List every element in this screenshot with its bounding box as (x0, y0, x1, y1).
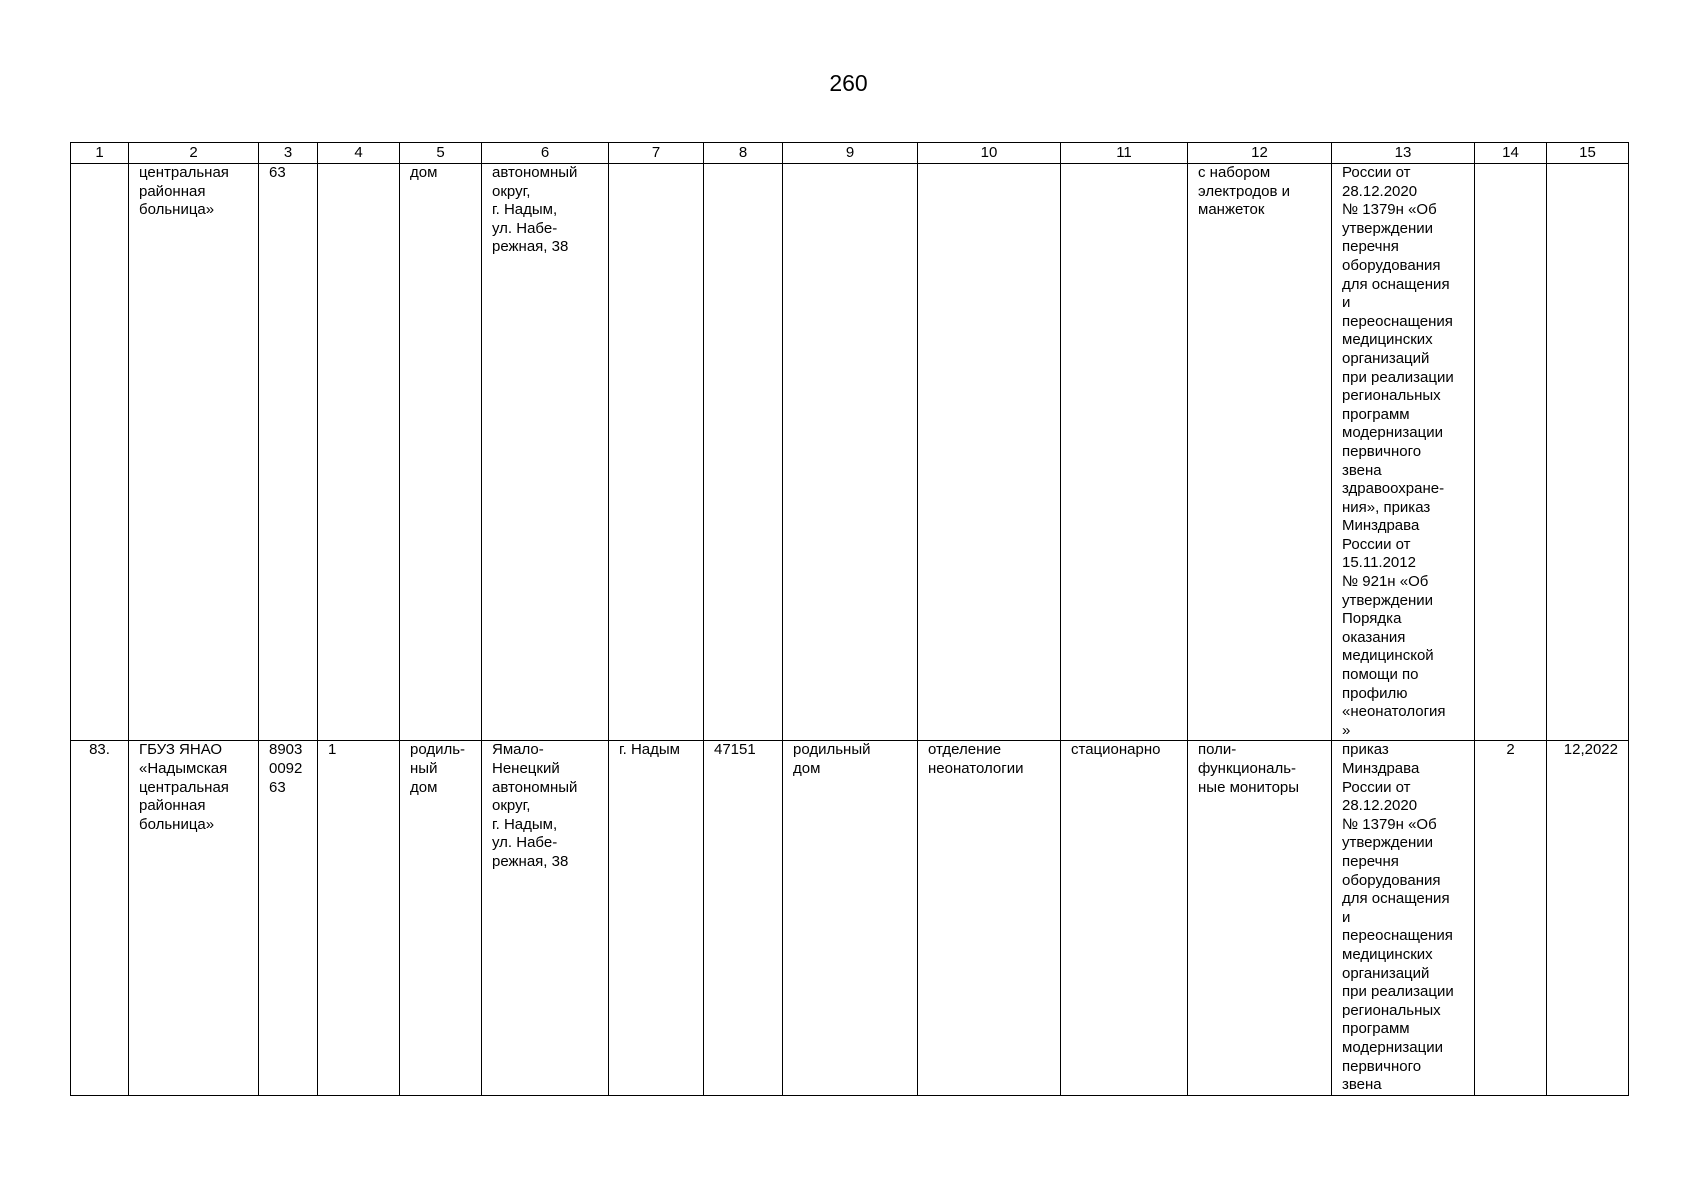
cell-col4: 1 (318, 741, 400, 1095)
cell-col4 (318, 164, 400, 741)
column-header: 9 (783, 143, 918, 164)
cell-legal-basis: России от 28.12.2020 № 1379н «Об утверждении перечня оборудования для оснащения и переоснащения медицинских организаций при реализации региональных программ модернизации первичного звена здравоохране- ния», приказ Минздрава России от 15.11.2012 № 921н «Об утверждении Порядка оказания медицинской помощи по профилю «неонатология » (1332, 164, 1475, 741)
cell-locality (609, 164, 704, 741)
cell-equipment: поли- функциональ- ные мониторы (1188, 741, 1332, 1095)
page-number: 260 (829, 70, 868, 96)
cell-quantity (1475, 164, 1547, 741)
cell-department (918, 164, 1061, 741)
cell-facility-type: дом (400, 164, 482, 741)
column-header: 10 (918, 143, 1061, 164)
column-header: 6 (482, 143, 609, 164)
cell-address: автономный округ, г. Надым, ул. Набе- режная, 38 (482, 164, 609, 741)
cell-date (1547, 164, 1629, 741)
column-header: 14 (1475, 143, 1547, 164)
cell-facility-type: родиль- ный дом (400, 741, 482, 1095)
cell-inn: 63 (259, 164, 318, 741)
column-header: 7 (609, 143, 704, 164)
column-header: 4 (318, 143, 400, 164)
equipment-table (70, 142, 1629, 1096)
cell-unit (783, 164, 918, 741)
cell-date: 12,2022 (1547, 741, 1629, 1095)
cell-unit: родильный дом (783, 741, 918, 1095)
column-header: 11 (1061, 143, 1188, 164)
cell-care-condition: стационарно (1061, 741, 1188, 1095)
cell-row-number: 83. (71, 741, 129, 1095)
cell-quantity: 2 (1475, 741, 1547, 1095)
column-number-row (71, 143, 1629, 164)
cell-inn: 8903 0092 63 (259, 741, 318, 1095)
cell-organization: центральная районная больница» (129, 164, 259, 741)
column-header: 12 (1188, 143, 1332, 164)
cell-oktmo (704, 164, 783, 741)
column-header: 3 (259, 143, 318, 164)
column-header: 13 (1332, 143, 1475, 164)
column-header: 8 (704, 143, 783, 164)
table-row-continued (71, 164, 1629, 741)
column-header: 2 (129, 143, 259, 164)
cell-address: Ямало- Ненецкий автономный округ, г. Надым, ул. Набе- режная, 38 (482, 741, 609, 1095)
table-row-83 (71, 741, 1629, 1095)
column-header: 1 (71, 143, 129, 164)
cell-department: отделение неонатологии (918, 741, 1061, 1095)
cell-care-condition (1061, 164, 1188, 741)
column-header: 15 (1547, 143, 1629, 164)
cell-row-number (71, 164, 129, 741)
cell-locality: г. Надым (609, 741, 704, 1095)
cell-equipment: с набором электродов и манжеток (1188, 164, 1332, 741)
cell-legal-basis: приказ Минздрава России от 28.12.2020 № 1379н «Об утверждении перечня оборудования для оснащения и переоснащения медицинских организаций при реализации региональных программ модернизации первичного звена (1332, 741, 1475, 1095)
column-header: 5 (400, 143, 482, 164)
cell-organization: ГБУЗ ЯНАО «Надымская центральная районная больница» (129, 741, 259, 1095)
cell-oktmo: 47151 (704, 741, 783, 1095)
